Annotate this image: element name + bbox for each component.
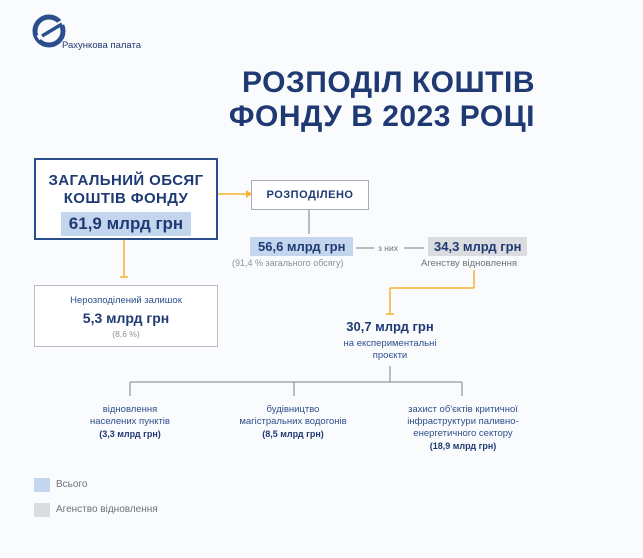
project-2-line-1: будівництво [266,404,320,415]
total-label [36,172,216,208]
project-3-line-2: інфраструктури паливно- [407,416,519,427]
brand-name: Рахункова палата [62,40,142,51]
legend-label-total: Всього [56,479,88,490]
project-item-critical-infrastructure [388,404,538,453]
distributed-value-wrap [250,237,353,256]
undistributed-remainder-box [34,285,218,347]
legend-label-agency: Агенство відновлення [56,504,158,515]
legend-swatch-total [34,478,50,492]
project-item-water-pipelines [228,404,358,441]
title-line-2: ФОНДУ В 2023 РОЦІ [228,100,535,133]
experimental-value: 30,7 млрд грн [346,319,434,334]
title-line-1: РОЗПОДІЛ КОШТІВ [242,66,535,99]
total-fund-box [34,158,218,240]
total-label-line-2: КОШТІВ ФОНДУ [63,190,189,207]
total-label-line-1: ЗАГАЛЬНИЙ ОБСЯГ [48,172,204,189]
distributed-value: 56,6 млрд грн [250,237,353,256]
project-2-value: (8,5 млрд грн) [262,429,324,439]
legend-swatch-agency [34,503,50,517]
agency-label: Агенству відновлення [421,258,517,269]
experimental-label [325,338,455,362]
project-2-line-2: магістральних водогонів [239,416,347,427]
experimental-label-line-2: проєкти [372,350,408,361]
of-which-connector-label: з них [378,243,398,253]
distributed-share: (91,4 % загального обсягу) [232,258,344,268]
remainder-label: Нерозподілений залишок [70,295,182,306]
project-1-value: (3,3 млрд грн) [99,429,161,439]
project-3-line-3: енергетичного сектору [413,428,513,439]
agency-value-wrap [428,237,527,256]
distributed-box: РОЗПОДІЛЕНО [251,180,369,210]
project-1-line-1: відновлення [102,404,158,415]
experimental-label-line-1: на експериментальні [343,338,437,349]
project-item-settlements [68,404,192,441]
project-1-line-2: населених пунктів [90,416,170,427]
project-3-line-1: захист об'єктів критичної [408,404,518,415]
remainder-share: (8,6 %) [112,329,140,339]
total-value: 61,9 млрд грн [61,212,191,236]
remainder-value: 5,3 млрд грн [82,310,170,326]
project-3-value: (18,9 млрд грн) [429,441,497,451]
total-value-wrap [36,212,216,236]
agency-value: 34,3 млрд грн [428,237,527,256]
